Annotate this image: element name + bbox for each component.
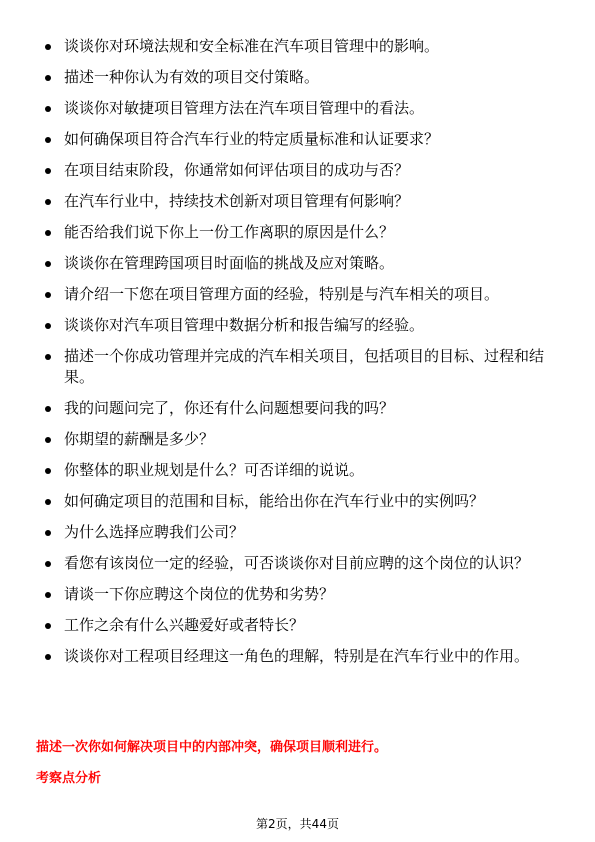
question-item [36,553,564,574]
bullet-icon [45,168,51,174]
question-text: 谈谈你在管理跨国项目时面临的挑战及应对策略。 [64,254,395,272]
bullet-icon [45,437,51,443]
question-item [36,67,564,88]
question-item [36,222,564,243]
bullet-icon [45,468,51,474]
question-item [36,584,564,605]
question-item [36,191,564,212]
question-text: 你整体的职业规划是什么？可否详细的说说。 [64,461,365,479]
question-text: 能否给我们说下你上一份工作离职的原因是什么？ [64,223,395,241]
bullet-icon [45,561,51,567]
question-text: 如何确保项目符合汽车行业的特定质量标准和认证要求？ [64,130,440,148]
bullet-icon [45,106,51,112]
bullet-icon [45,230,51,236]
question-item [36,646,564,667]
question-list [36,36,564,677]
question-text: 描述一种你认为有效的项目交付策略。 [64,68,320,86]
highlight-question: 描述一次你如何解决项目中的内部冲突，确保项目顺利进行。 [36,740,388,755]
question-item [36,429,564,450]
question-text: 看您有该岗位一定的经验，可否谈谈你对目前应聘的这个岗位的认识？ [64,554,530,572]
bullet-icon [45,654,51,660]
page-footer: 第2页，共44页 [256,817,339,831]
question-text: 为什么选择应聘我们公司？ [64,523,245,541]
question-item [36,615,564,636]
question-text: 在项目结束阶段，你通常如何评估项目的成功与否？ [64,161,410,179]
bullet-icon [45,292,51,298]
question-text: 如何确定项目的范围和目标，能给出你在汽车行业中的实例吗？ [64,492,485,510]
question-text: 谈谈你对汽车项目管理中数据分析和报告编写的经验。 [64,316,425,334]
question-item [36,160,564,181]
question-item [36,346,564,388]
question-item [36,253,564,274]
section-heading: 考察点分析 [36,771,102,786]
question-text: 我的问题问完了，你还有什么问题想要问我的吗？ [64,399,395,417]
question-item [36,129,564,150]
question-item [36,36,564,57]
question-item [36,460,564,481]
question-text: 工作之余有什么兴趣爱好或者特长？ [64,616,305,634]
bullet-icon [45,44,51,50]
bullet-icon [45,137,51,143]
bullet-icon [45,261,51,267]
question-text: 请谈一下你应聘这个岗位的优势和劣势？ [64,585,335,603]
bullet-icon [45,406,51,412]
question-text: 谈谈你对敏捷项目管理方法在汽车项目管理中的看法。 [64,99,425,117]
bullet-icon [45,499,51,505]
question-item [36,398,564,419]
question-text: 谈谈你对环境法规和安全标准在汽车项目管理中的影响。 [64,37,440,55]
bullet-icon [45,354,51,360]
bullet-icon [45,623,51,629]
question-text: 请介绍一下您在项目管理方面的经验，特别是与汽车相关的项目。 [64,285,500,303]
bullet-icon [45,592,51,598]
question-text: 谈谈你对工程项目经理这一角色的理解，特别是在汽车行业中的作用。 [64,647,530,665]
question-item [36,491,564,512]
question-item [36,98,564,119]
bullet-icon [45,530,51,536]
bullet-icon [45,75,51,81]
question-item [36,315,564,336]
question-text: 你期望的薪酬是多少？ [64,430,215,448]
bullet-icon [45,199,51,205]
question-text: 描述一个你成功管理并完成的汽车相关项目，包括项目的目标、过程和结果。 [64,347,545,386]
question-text: 在汽车行业中，持续技术创新对项目管理有何影响？ [64,192,410,210]
question-item [36,522,564,543]
bullet-icon [45,323,51,329]
question-item [36,284,564,305]
